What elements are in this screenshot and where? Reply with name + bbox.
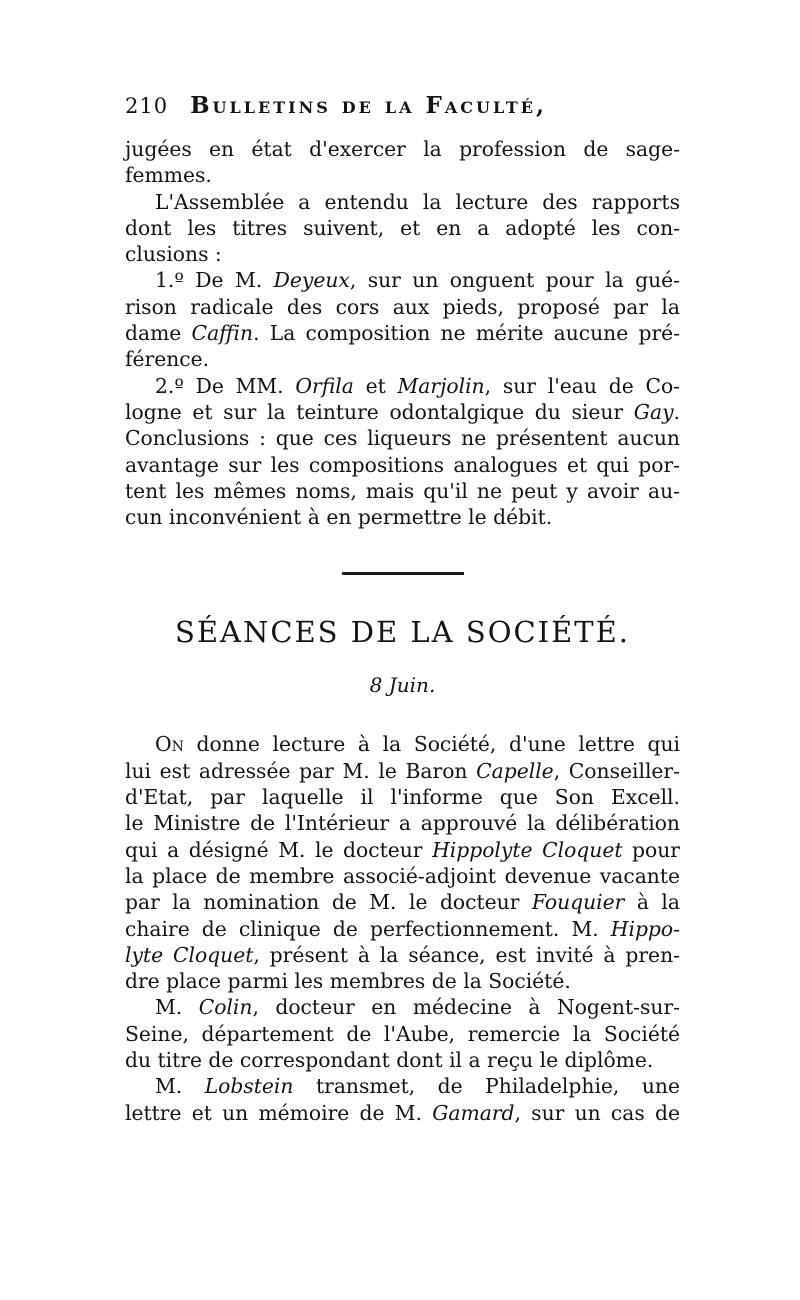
text-fragment: , docteur en médecine à Nogent-sur- [252, 995, 680, 1020]
person-name: Colin [198, 995, 253, 1020]
text-line: femmes. [125, 163, 212, 188]
text-fragment: dame [125, 321, 182, 346]
text-line: rison radicale des cors aux pieds, proposé par la [125, 294, 680, 319]
item-number: 1.º De M. [155, 268, 263, 293]
page-number: 210 [125, 94, 169, 118]
person-name: Caffin [191, 321, 254, 346]
text-line: le Ministre de l'Intérieur a approuvé la délibération [125, 811, 680, 836]
date-month: Juin. [388, 673, 436, 698]
author-name: Deyeux [273, 268, 350, 293]
text-line: Conclusions : que ces liqueurs ne présentent aucun [125, 426, 680, 451]
text-line [125, 994, 680, 1020]
report-item-2 [125, 373, 680, 531]
text-fragment: lettre et un mémoire de M. [125, 1100, 422, 1125]
text-line [125, 731, 680, 757]
text-line: d'Etat, par laquelle il l'informe que Son Excell. [125, 785, 680, 810]
section-title: SÉANCES DE LA SOCIÉTÉ. [174, 615, 631, 650]
report-item-1 [125, 267, 680, 372]
text-line: tent les mêmes noms, mais qu'il ne peut y avoir au- [125, 478, 680, 503]
text-fragment: chaire de clinique de perfectionnement. M. [125, 916, 599, 941]
person-name: Lobstein [204, 1074, 294, 1099]
session-paragraph-1 [125, 731, 680, 994]
text-line: clusions : [125, 242, 222, 267]
text-fragment: . La composition ne mérite aucune pré- [253, 321, 681, 346]
text-line [125, 942, 680, 968]
text-line: du titre de correspondant dont il a reçu le diplôme. [125, 1048, 654, 1073]
person-name: Capelle [476, 758, 554, 783]
text-line [125, 758, 680, 784]
text-line [125, 1073, 680, 1099]
item-number: 2.º De MM. [155, 373, 284, 398]
text-fragment: M. [155, 995, 183, 1020]
text-fragment: à la [636, 890, 681, 915]
text-fragment: par la nomination de M. le docteur [125, 890, 520, 915]
running-title: Bulletins de la Faculté, [190, 92, 547, 119]
text-line: jugées en état d'exercer la profession de sage- [125, 137, 680, 161]
date-day: 8 [369, 673, 383, 698]
text-line: dont les titres suivent, et en a adopté les con- [125, 215, 680, 240]
text-fragment: logne et sur la teinture odontalgique du sieur [125, 399, 624, 424]
text-fragment: , sur l'eau de Co- [484, 373, 681, 398]
text-fragment: transmet, de Philadelphie, une [315, 1074, 680, 1099]
text-fragment: pour [632, 837, 680, 862]
text-fragment: , présent à la séance, est invité à pren- [253, 942, 680, 967]
person-name: Gay [633, 399, 674, 424]
author-name: Orfila [295, 373, 354, 398]
text-line: cun inconvénient à en permettre le débit. [125, 505, 553, 530]
text-fragment: qui a désigné M. le docteur [125, 837, 423, 862]
text-line: dre place parmi les membres de la Société. [125, 969, 571, 994]
text-fragment: et [365, 373, 386, 398]
running-header [125, 92, 680, 136]
section-divider [342, 572, 464, 575]
text-line [125, 889, 680, 915]
text-fragment: . [673, 399, 680, 424]
intro-paragraph [125, 136, 680, 189]
text-fragment: , Conseiller- [553, 758, 680, 783]
text-line [125, 399, 680, 425]
text-line: la place de membre associé-adjoint devenue vacante [125, 863, 680, 888]
text-line [125, 267, 680, 293]
text-line [125, 837, 680, 863]
text-fragment: lui est adressée par M. le Baron [125, 758, 468, 783]
text-line [125, 373, 680, 399]
session-paragraph-3 [125, 1073, 680, 1126]
text-fragment: , sur un cas de [514, 1100, 680, 1125]
person-name: Hippo- [610, 916, 680, 941]
person-name: Gamard [432, 1100, 515, 1125]
person-name: lyte Cloquet [125, 942, 254, 967]
text-line [125, 1100, 680, 1126]
text-fragment: M. [155, 1074, 183, 1099]
text-fragment: , sur un onguent pour la gué- [349, 268, 680, 293]
first-word: On [155, 732, 184, 757]
text-line: férence. [125, 347, 210, 372]
author-name: Marjolin [397, 373, 485, 398]
text-line: L'Assemblée a entendu la lecture des rapports [155, 189, 680, 214]
person-name: Fouquier [531, 890, 625, 915]
text-fragment: donne lecture à la Société, d'une lettre qui [183, 732, 680, 757]
session-paragraph-2 [125, 994, 680, 1073]
session-date [125, 673, 680, 697]
book-page [125, 92, 680, 1126]
assembly-paragraph [125, 189, 680, 268]
text-line: Seine, département de l'Aube, remercie la Société [125, 1021, 680, 1046]
text-line [125, 916, 680, 942]
text-line: avantage sur les compositions analogues et qui por- [125, 452, 680, 477]
text-line [125, 320, 680, 346]
person-name: Hippolyte Cloquet [432, 837, 623, 862]
